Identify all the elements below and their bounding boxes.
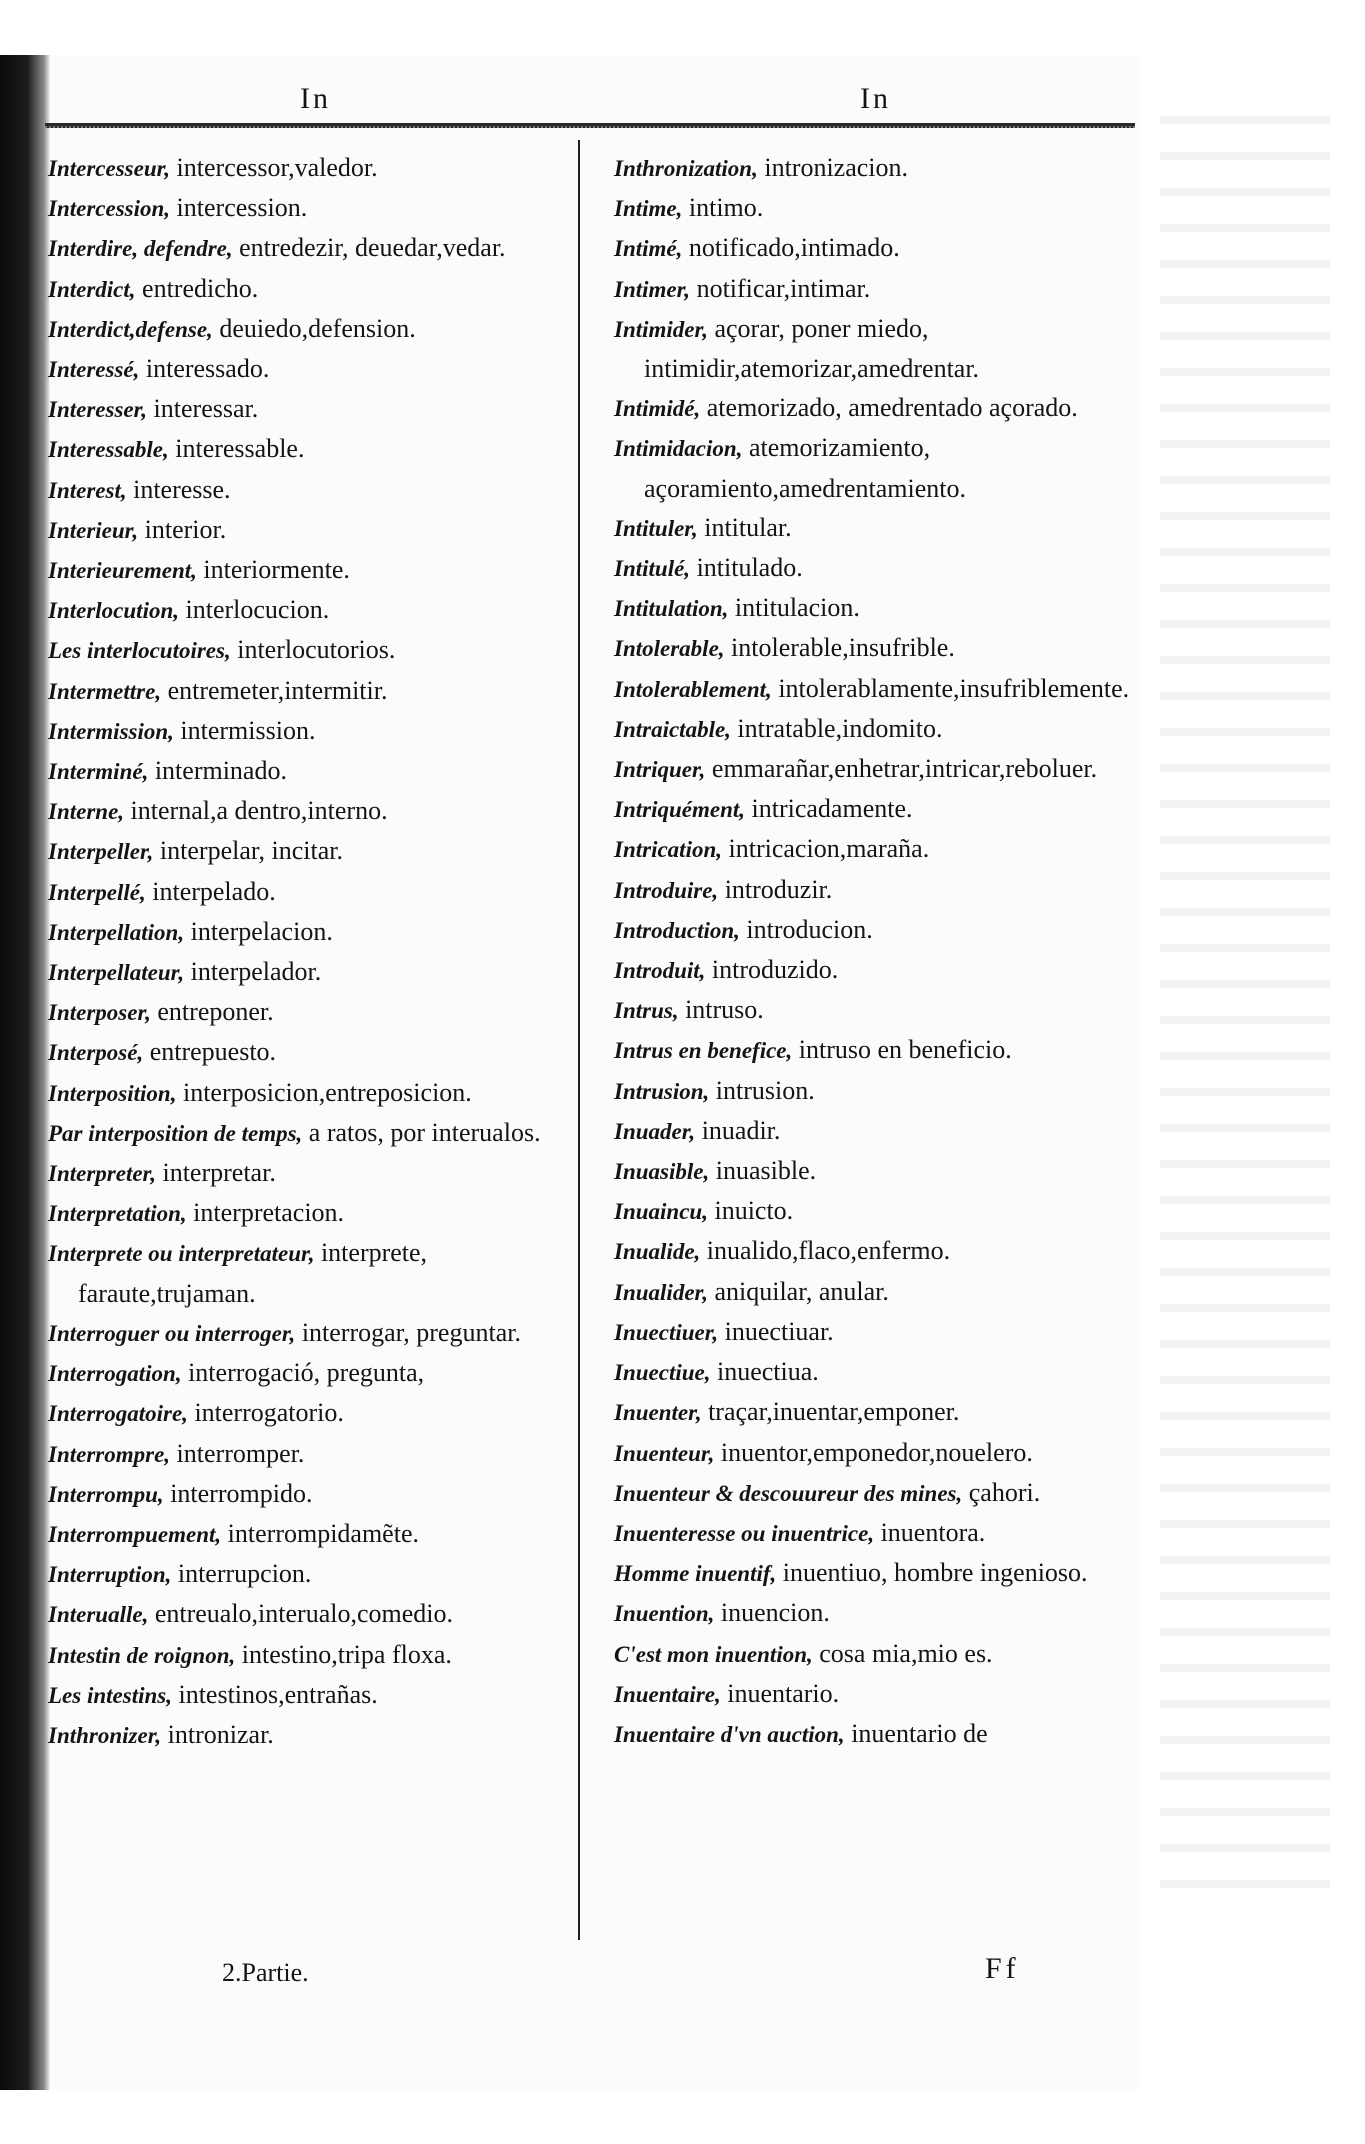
translation: inuentario. [727, 1678, 840, 1708]
dictionary-entry [48, 1715, 563, 1755]
translation: entredezir, deuedar,vedar. [239, 233, 506, 263]
translation: intratable,indomito. [737, 713, 943, 743]
translation: entredicho. [142, 273, 259, 303]
headword: Interposition, [48, 1080, 177, 1106]
translation: interior. [144, 514, 227, 544]
translation: interrogar, preguntar. [301, 1317, 521, 1347]
translation: interlocutorios. [237, 635, 396, 665]
dictionary-entry [614, 1714, 1149, 1754]
headword: Intrication, [614, 837, 723, 863]
dictionary-entry [614, 188, 1149, 228]
translation: entreponer. [157, 997, 274, 1027]
headword: Inuenteur, [614, 1440, 715, 1466]
headword: Intercession, [48, 196, 171, 222]
headword: Interrompre, [48, 1441, 171, 1467]
headword: Introduire, [614, 877, 719, 903]
translation: cosa mia,mio es. [819, 1638, 993, 1668]
headword: Homme inuentif, [614, 1561, 777, 1587]
headword: Inuaincu, [614, 1199, 708, 1225]
column-divider [578, 140, 580, 1940]
translation: interesse. [133, 474, 231, 504]
dictionary-entry [48, 1233, 563, 1312]
headword: Interdire, defendre, [48, 236, 233, 262]
headword: Les intestins, [48, 1682, 172, 1708]
translation: emmarañar,enhetrar,intricar,reboluer. [711, 754, 1098, 784]
dictionary-entry [614, 628, 1149, 668]
translation: interrogatorio. [194, 1398, 344, 1428]
translation: inuectiuar. [724, 1316, 834, 1346]
dictionary-entry [48, 1675, 563, 1715]
translation: interpelado. [152, 876, 276, 906]
headword: Intrusion, [614, 1078, 710, 1104]
translation: inuentario de [851, 1718, 988, 1748]
headword: Intime, [614, 196, 683, 222]
dictionary-entry [48, 1514, 563, 1554]
dictionary-entry [614, 1111, 1149, 1151]
headword: Intolerablement, [614, 676, 772, 702]
dictionary-entry [614, 588, 1149, 628]
dictionary-entry [614, 1513, 1149, 1553]
running-head-right: In [860, 82, 891, 115]
dictionary-entry [614, 990, 1149, 1030]
translation: intronizar. [167, 1719, 274, 1749]
headword: Interrogatoire, [48, 1401, 188, 1427]
dictionary-entry [614, 669, 1149, 709]
headword: Inuectiuer, [614, 1319, 719, 1345]
translation: interprete, faraute,trujaman. [78, 1238, 428, 1308]
dictionary-entry [614, 749, 1149, 789]
dictionary-entry [48, 1193, 563, 1233]
headword: Interne, [48, 799, 125, 825]
dictionary-entry [48, 269, 563, 309]
headword: Inthronizer, [48, 1722, 162, 1748]
dictionary-entry [614, 388, 1149, 428]
translation: deuiedo,defension. [219, 313, 416, 343]
running-head-left: In [300, 82, 331, 115]
translation: introduzido. [711, 955, 839, 985]
dictionary-entry [48, 550, 563, 590]
headword: Inuasible, [614, 1159, 710, 1185]
translation: inuencion. [720, 1598, 830, 1628]
dictionary-entry [614, 870, 1149, 910]
headword: Inuention, [614, 1601, 715, 1627]
dictionary-entry [614, 789, 1149, 829]
translation: interessable. [175, 434, 305, 464]
headword: Inuentaire d'vn auction, [614, 1721, 845, 1747]
translation: inuasible. [715, 1156, 817, 1186]
dictionary-entry [48, 1153, 563, 1193]
headword: Interpretation, [48, 1201, 187, 1227]
headword: Interposé, [48, 1040, 144, 1066]
dictionary-entry [614, 1553, 1149, 1593]
translation: atemorizamiento, açoramiento,amedrentamiento. [644, 433, 966, 503]
translation: intronizacion. [764, 153, 909, 182]
translation: intestino,tripa floxa. [241, 1639, 452, 1669]
headword: Intermettre, [48, 678, 162, 704]
dictionary-entry [48, 1393, 563, 1433]
translation: interessado. [145, 354, 270, 384]
translation: traçar,inuentar,emponer. [708, 1397, 960, 1427]
dictionary-entry [48, 671, 563, 711]
translation: intestinos,entrañas. [178, 1679, 378, 1709]
dictionary-entry [614, 228, 1149, 268]
dictionary-entry [48, 1554, 563, 1594]
dictionary-entry [614, 1392, 1149, 1432]
headword: Intimé, [614, 236, 683, 262]
dictionary-entry [48, 1635, 563, 1675]
headword: Intitulé, [614, 556, 691, 582]
headword: Inuenter, [614, 1400, 702, 1426]
dictionary-entry [614, 269, 1149, 309]
dictionary-entry [48, 389, 563, 429]
headword: Inuenteresse ou inuentrice, [614, 1520, 875, 1546]
translation: a ratos, por interualos. [308, 1117, 541, 1147]
translation: notificado,intimado. [688, 233, 900, 263]
headword: Intimidacion, [614, 436, 743, 462]
translation: inuectiua. [716, 1357, 819, 1387]
dictionary-entry [614, 1352, 1149, 1392]
translation: internal,a dentro,interno. [130, 796, 388, 826]
dictionary-entry [614, 1433, 1149, 1473]
headword: Interessable, [48, 437, 169, 463]
translation: interpelador. [190, 957, 322, 987]
left-column [48, 148, 563, 1755]
headword: Intriquément, [614, 797, 746, 823]
dictionary-entry [614, 309, 1149, 388]
headword: Interdict, [48, 276, 136, 302]
headword: Interruption, [48, 1562, 172, 1588]
translation: intimo. [688, 193, 764, 223]
dictionary-entry [614, 1674, 1149, 1714]
dictionary-entry [48, 1313, 563, 1353]
headword: Inualider, [614, 1279, 708, 1305]
headword: Intimider, [614, 316, 708, 342]
headword: Interessé, [48, 357, 140, 383]
dictionary-entry [48, 188, 563, 228]
dictionary-entry [48, 872, 563, 912]
dictionary-entry [48, 1474, 563, 1514]
dictionary-entry [48, 470, 563, 510]
dictionary-entry [48, 912, 563, 952]
translation: inuentiuo, hombre ingenioso. [782, 1558, 1088, 1588]
dictionary-entry [614, 829, 1149, 869]
dictionary-entry [48, 1353, 563, 1393]
translation: interessar. [153, 394, 259, 424]
dictionary-entry [614, 1231, 1149, 1271]
translation: intricadamente. [751, 794, 913, 824]
dictionary-entry [48, 1434, 563, 1474]
dictionary-entry [48, 711, 563, 751]
translation: interrogació, pregunta, [188, 1358, 425, 1388]
headword: Intimidé, [614, 396, 701, 422]
translation: interpelacion. [190, 916, 333, 946]
headword: Interieur, [48, 517, 139, 543]
headword: Intermission, [48, 718, 174, 744]
translation: aniquilar, anular. [714, 1276, 889, 1306]
headword: Interrompuement, [48, 1521, 222, 1547]
headword: Inthronization, [614, 156, 758, 181]
translation: entremeter,intermitir. [167, 675, 388, 705]
headword: Inualide, [614, 1239, 701, 1265]
translation: introducion. [746, 914, 873, 944]
translation: entreualo,interualo,comedio. [154, 1599, 453, 1629]
headword: Les interlocutoires, [48, 638, 231, 664]
dictionary-entry [48, 1032, 563, 1072]
dictionary-entry [614, 910, 1149, 950]
show-through-bleed [1160, 88, 1330, 1888]
headword: Interminé, [48, 759, 149, 785]
headword: Intercesseur, [48, 156, 171, 181]
dictionary-entry [614, 148, 1149, 188]
translation: interrompidamẽte. [227, 1518, 419, 1548]
headword: Interlocution, [48, 598, 180, 624]
headword: Intestin de roignon, [48, 1642, 236, 1668]
dictionary-entry [48, 992, 563, 1032]
dictionary-entry [48, 751, 563, 791]
translation: intolerablamente,insufriblemente. [778, 673, 1130, 703]
translation: intricacion,maraña. [728, 834, 930, 864]
book-binding-shadow [0, 55, 50, 2090]
dictionary-entry [48, 630, 563, 670]
translation: intruso en beneficio. [798, 1035, 1012, 1065]
dictionary-entry [614, 950, 1149, 990]
dictionary-entry [48, 228, 563, 268]
headword: Interprete ou interpretateur, [48, 1241, 315, 1267]
headword: Interpellation, [48, 919, 185, 945]
translation: inualido,flaco,enfermo. [706, 1236, 951, 1266]
dictionary-entry [614, 1071, 1149, 1111]
translation: açorar, poner miedo, intimidir,atemorizar,amedrentar. [644, 313, 980, 384]
translation: inuadir. [701, 1115, 781, 1145]
headword: Interrompu, [48, 1481, 164, 1507]
headword: Interpellé, [48, 879, 146, 905]
translation: interpretar. [162, 1158, 276, 1188]
headword: Inuentaire, [614, 1681, 721, 1707]
headword: Interpellateur, [48, 960, 185, 986]
dictionary-entry [48, 429, 563, 469]
translation: interpelar, incitar. [159, 836, 343, 866]
translation: interiormente. [203, 555, 350, 585]
headword: Interpreter, [48, 1161, 156, 1187]
translation: intitular. [704, 512, 792, 542]
translation: intruso. [685, 995, 764, 1025]
dictionary-entry [48, 148, 563, 188]
translation: interrompido. [170, 1478, 313, 1508]
translation: intrusion. [715, 1075, 815, 1105]
translation: interminado. [154, 756, 287, 786]
translation: inuentor,emponedor,nouelero. [720, 1437, 1033, 1467]
translation: atemorizado, amedrentado açorado. [706, 393, 1078, 423]
headword: Introduction, [614, 917, 740, 943]
headword: Interieurement, [48, 558, 197, 584]
translation: intercession. [176, 193, 308, 223]
headword: Intimer, [614, 276, 691, 302]
headword: C'est mon inuention, [614, 1641, 813, 1667]
headword: Intrus en benefice, [614, 1038, 793, 1064]
dictionary-entry [48, 309, 563, 349]
dictionary-entry [614, 1151, 1149, 1191]
translation: inuicto. [714, 1196, 794, 1226]
headword: Interposer, [48, 1000, 151, 1026]
dictionary-entry [614, 1030, 1149, 1070]
dictionary-entry [48, 952, 563, 992]
headword: Interest, [48, 477, 127, 503]
dictionary-entry [614, 1272, 1149, 1312]
dictionary-entry [614, 548, 1149, 588]
headword: Inuectiue, [614, 1360, 711, 1386]
translation: intercessor,valedor. [176, 153, 378, 182]
right-column [614, 148, 1149, 1754]
dictionary-entry [48, 1113, 563, 1153]
headword: Intituler, [614, 515, 698, 541]
headword: Intitulation, [614, 596, 729, 622]
headword: Interdict,defense, [48, 316, 213, 342]
headword: Interesser, [48, 397, 148, 423]
dictionary-entry [614, 508, 1149, 548]
translation: intitulado. [696, 553, 803, 583]
headword: Intolerable, [614, 636, 725, 662]
translation: interlocucion. [185, 595, 330, 625]
translation: interposicion,entreposicion. [182, 1077, 472, 1107]
translation: intitulacion. [734, 593, 860, 623]
headword: Intraictable, [614, 716, 731, 742]
headword: Intriquer, [614, 757, 706, 783]
dictionary-entry [48, 791, 563, 831]
dictionary-entry [614, 1593, 1149, 1633]
header-rule [45, 123, 1135, 128]
signature-mark: 2.Partie. [222, 1958, 309, 1987]
dictionary-entry [614, 709, 1149, 749]
headword: Introduit, [614, 958, 706, 984]
translation: notificar,intimar. [696, 273, 871, 303]
translation: introduzir. [724, 874, 833, 904]
translation: inuentora. [880, 1517, 986, 1547]
headword: Par interposition de temps, [48, 1120, 303, 1146]
translation: intolerable,insufrible. [731, 633, 955, 663]
dictionary-entry [614, 428, 1149, 507]
translation: interromper. [176, 1438, 305, 1468]
headword: Inuader, [614, 1118, 696, 1144]
headword: Interroguer ou interroger, [48, 1320, 296, 1346]
headword: Interualle, [48, 1602, 149, 1628]
headword: Intrus, [614, 998, 679, 1024]
dictionary-entry [614, 1473, 1149, 1513]
dictionary-entry [48, 510, 563, 550]
dictionary-entry [48, 831, 563, 871]
dictionary-entry [614, 1312, 1149, 1352]
translation: çahori. [968, 1477, 1041, 1507]
headword: Interrogation, [48, 1361, 182, 1387]
dictionary-entry [48, 590, 563, 630]
catchword: Ff [985, 1952, 1020, 1985]
dictionary-entry [614, 1634, 1149, 1674]
dictionary-entry [48, 1594, 563, 1634]
headword: Interpeller, [48, 839, 154, 865]
dictionary-entry [48, 1073, 563, 1113]
headword: Inuenteur & descouureur des mines, [614, 1480, 963, 1506]
translation: interrupcion. [177, 1559, 312, 1589]
translation: entrepuesto. [149, 1037, 277, 1067]
dictionary-entry [614, 1191, 1149, 1231]
translation: interpretacion. [193, 1198, 345, 1228]
translation: intermission. [180, 715, 316, 745]
dictionary-entry [48, 349, 563, 389]
